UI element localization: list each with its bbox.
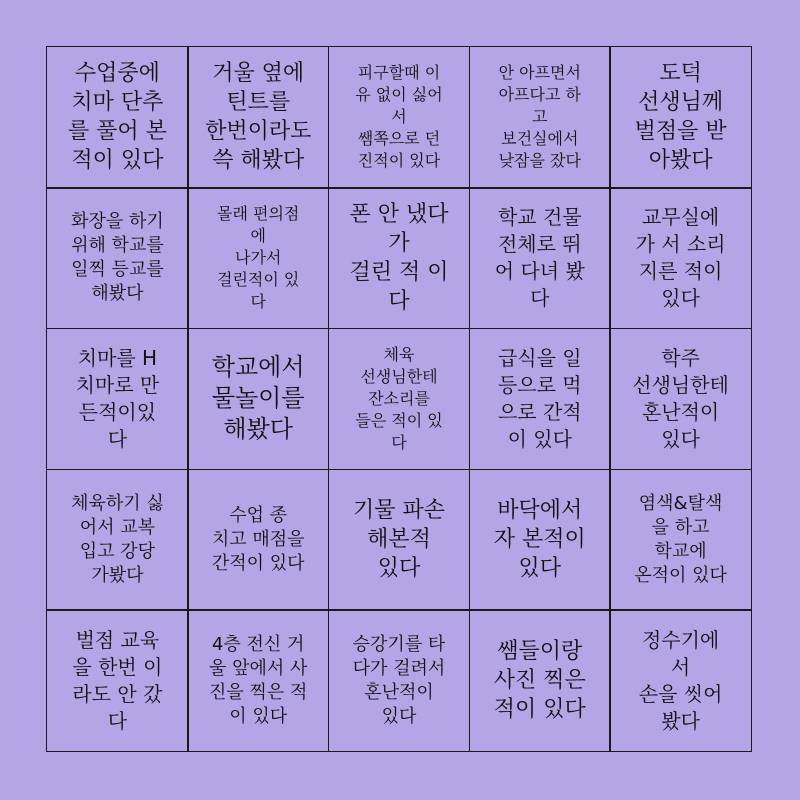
cell-text: 벌점 교육 을 한번 이 라도 안 갔 다 <box>72 627 163 733</box>
bingo-cell[interactable] <box>328 469 470 611</box>
bingo-cell[interactable] <box>609 469 751 611</box>
cell-text: 안 아프면서 아프다고 하 고 보건실에서 낮잠을 잤다 <box>498 63 581 171</box>
cell-text: 학주 선생님한테 혼난적이 있다 <box>632 345 729 451</box>
bingo-cell[interactable] <box>46 328 188 470</box>
cell-text: 학교 건물 전체로 뛰 어 다녀 봤 다 <box>494 205 585 311</box>
cell-text: 몰래 편의점 에 나가서 걸린적이 있 다 <box>217 204 300 312</box>
bingo-cell[interactable] <box>609 609 751 751</box>
cell-text: 체육하기 싫 어서 교복 입고 강당 가봤다 <box>71 492 164 586</box>
cell-text: 거울 옆에 틴트를 한번이라도 쓱 해봤다 <box>205 61 312 174</box>
cell-text: 기물 파손 해본적 있다 <box>352 498 445 582</box>
bingo-cell[interactable] <box>469 187 611 329</box>
cell-text: 염색&탈색 을 하고 학교에 온적이 있다 <box>634 492 727 586</box>
cell-text: 학교에서 물놀이를 해봤다 <box>211 353 305 444</box>
cell-text: 쌤들이랑 사진 찍은 적이 있다 <box>493 639 586 723</box>
cell-text: 교무실에 가 서 소리 지른 적이 있다 <box>635 205 726 311</box>
bingo-cell[interactable] <box>187 187 329 329</box>
bingo-cell[interactable] <box>46 46 188 188</box>
bingo-cell[interactable] <box>46 187 188 329</box>
cell-text: 수업 종 치고 매점을 간적이 있다 <box>211 504 305 574</box>
bingo-cell[interactable] <box>609 187 751 329</box>
cell-text: 피구할때 이 유 없이 싫어 서 쌤쪽으로 던 진적이 있다 <box>355 63 443 171</box>
cell-text: 바닥에서 자 본적이 있다 <box>493 498 586 582</box>
bingo-cell[interactable] <box>609 46 751 188</box>
bingo-cell[interactable] <box>328 328 470 470</box>
bingo-cell[interactable] <box>187 469 329 611</box>
bingo-cell[interactable] <box>187 46 329 188</box>
cell-text: 정수기에 서 손을 씻어 봤다 <box>638 627 723 733</box>
bingo-cell[interactable] <box>187 609 329 751</box>
bingo-cell[interactable] <box>328 609 470 751</box>
bingo-cell[interactable] <box>469 328 611 470</box>
cell-text: 폰 안 냈다 가 걸린 적 이 다 <box>349 202 449 315</box>
cell-text: 수업중에 치마 단추 를 풀어 본 적이 있다 <box>67 61 167 174</box>
cell-text: 치마를 H 치마로 만 든적이있 다 <box>75 345 160 451</box>
bingo-cell[interactable] <box>187 328 329 470</box>
bingo-cell[interactable] <box>609 328 751 470</box>
bingo-cell[interactable] <box>469 46 611 188</box>
cell-text: 체육 선생님한테 잔소리를 들은 적이 있 다 <box>355 344 443 452</box>
bingo-cell[interactable] <box>469 609 611 751</box>
bingo-cell[interactable] <box>328 46 470 188</box>
bingo-board <box>46 46 752 752</box>
bingo-cell[interactable] <box>46 469 188 611</box>
cell-text: 4층 전신 거 울 앞에서 사 진을 찍은 적 이 있다 <box>209 633 308 727</box>
bingo-cell[interactable] <box>469 469 611 611</box>
bingo-cell[interactable] <box>46 609 188 751</box>
cell-text: 화장을 하기 위해 학교를 일찍 등교를 해봤다 <box>71 211 164 305</box>
bingo-cell[interactable] <box>328 187 470 329</box>
cell-text: 급식을 일 등으로 먹 으로 간적 이 있다 <box>497 345 582 451</box>
cell-text: 승강기를 타 다가 걸려서 혼난적이 있다 <box>352 633 446 727</box>
cell-text: 도덕 선생님께 벌점을 받 아봤다 <box>634 61 727 174</box>
